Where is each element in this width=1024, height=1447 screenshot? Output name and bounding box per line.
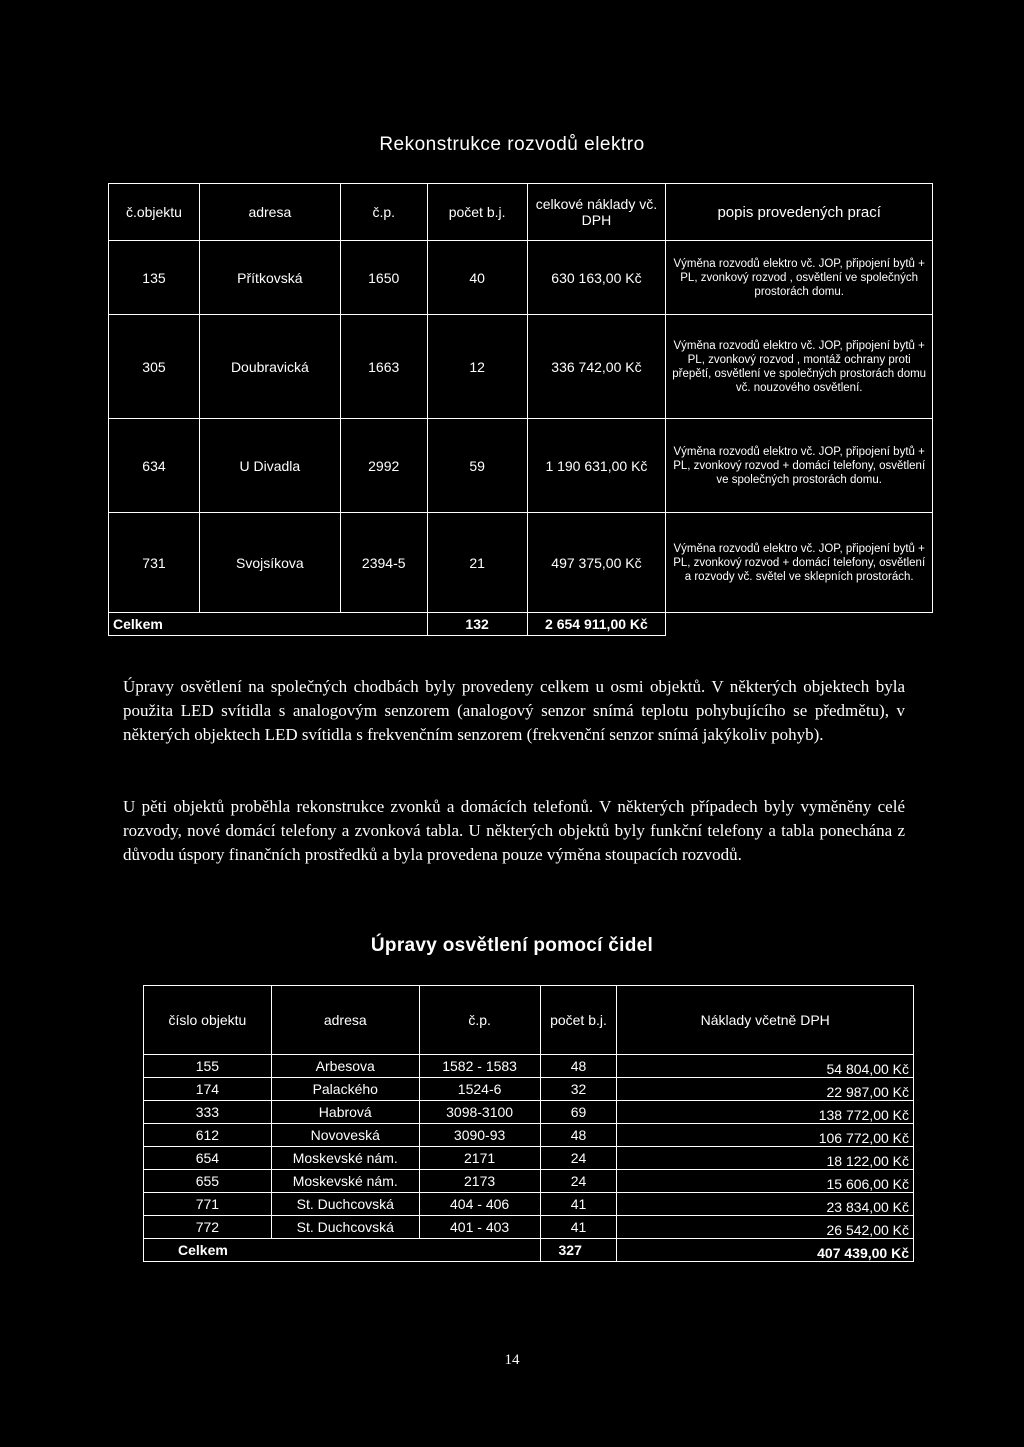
total-units: 132 [427, 613, 527, 636]
paragraph-lighting: Úpravy osvětlení na společných chodbách byly provedeny celkem u osmi objektů. V některých objektech byla použita LED svítidla s analogovým senzorem (analogový senzor snímá teplotu pohybujícího se předmětu), v některých objektech LED svítidla s frekvenčním senzorem (frekvenční senzor snímá jakýkoliv pohyb). [123, 677, 905, 744]
empty-cell [666, 613, 933, 636]
column-header: celkové náklady vč. DPH [527, 184, 666, 241]
column-header: č.p. [419, 986, 540, 1055]
cell-object: 305 [109, 315, 200, 419]
cell-cost: 54 804,00 Kč [617, 1055, 914, 1078]
cell-house-number: 3090-93 [419, 1124, 540, 1147]
total-label: Celkem [109, 613, 428, 636]
sensor-lighting-table [143, 985, 914, 1262]
cell-cost: 336 742,00 Kč [527, 315, 666, 419]
total-row [144, 1239, 914, 1262]
cell-object: 155 [144, 1055, 272, 1078]
cell-address: Palackého [271, 1078, 419, 1101]
cell-house-number: 1663 [340, 315, 427, 419]
cell-cost: 22 987,00 Kč [617, 1078, 914, 1101]
cell-cost: 497 375,00 Kč [527, 513, 666, 613]
cell-cost: 138 772,00 Kč [617, 1101, 914, 1124]
table-row [144, 1170, 914, 1193]
cell-object: 771 [144, 1193, 272, 1216]
cell-object: 731 [109, 513, 200, 613]
cell-house-number: 401 - 403 [419, 1216, 540, 1239]
cell-address: Arbesova [271, 1055, 419, 1078]
table-row [144, 1078, 914, 1101]
cell-object: 634 [109, 419, 200, 513]
cell-units: 48 [540, 1124, 617, 1147]
cell-object: 772 [144, 1216, 272, 1239]
cell-units: 41 [540, 1193, 617, 1216]
table-row [144, 1055, 914, 1078]
cell-units: 12 [427, 315, 527, 419]
cell-object: 655 [144, 1170, 272, 1193]
cell-cost: 106 772,00 Kč [617, 1124, 914, 1147]
total-units: 327 [540, 1239, 617, 1262]
total-cost: 2 654 911,00 Kč [527, 613, 666, 636]
cell-house-number: 1650 [340, 241, 427, 315]
cell-object: 135 [109, 241, 200, 315]
cell-description: Výměna rozvodů elektro vč. JOP, připojení bytů + PL, zvonkový rozvod + domácí telefony, osvětlení a rozvody vč. světel ve sklepních prostorách. [666, 513, 933, 613]
cell-cost: 1 190 631,00 Kč [527, 419, 666, 513]
cell-cost: 18 122,00 Kč [617, 1147, 914, 1170]
column-header: popis provedených prací [666, 184, 933, 241]
cell-address: Moskevské nám. [271, 1170, 419, 1193]
total-label: Celkem [144, 1239, 541, 1262]
cell-units: 59 [427, 419, 527, 513]
cell-object: 333 [144, 1101, 272, 1124]
paragraph-doorbells: U pěti objektů proběhla rekonstrukce zvonků a domácích telefonů. V některých případech byly vyměněny celé rozvody, nové domácí telefony a zvonková tabla. U některých objektů byly funkční telefony a tabla ponechána z důvodu úspory finančních prostředků a byla provedena pouze výměna stoupacích rozvodů. [123, 797, 905, 864]
column-header: adresa [199, 184, 340, 241]
cell-cost: 26 542,00 Kč [617, 1216, 914, 1239]
cell-house-number: 2173 [419, 1170, 540, 1193]
cell-house-number: 2992 [340, 419, 427, 513]
cell-units: 40 [427, 241, 527, 315]
cell-units: 41 [540, 1216, 617, 1239]
table-row [109, 241, 933, 315]
cell-house-number: 404 - 406 [419, 1193, 540, 1216]
column-header: počet b.j. [540, 986, 617, 1055]
cell-address: Přítkovská [199, 241, 340, 315]
cell-cost: 23 834,00 Kč [617, 1193, 914, 1216]
cell-address: Novoveská [271, 1124, 419, 1147]
table-row [109, 513, 933, 613]
cell-units: 48 [540, 1055, 617, 1078]
column-header: počet b.j. [427, 184, 527, 241]
table-row [109, 315, 933, 419]
cell-house-number: 1524-6 [419, 1078, 540, 1101]
column-header: č.objektu [109, 184, 200, 241]
page-number: 14 [504, 1352, 520, 1368]
cell-units: 69 [540, 1101, 617, 1124]
total-row [109, 613, 933, 636]
cell-object: 174 [144, 1078, 272, 1101]
cell-cost: 15 606,00 Kč [617, 1170, 914, 1193]
cell-address: Habrová [271, 1101, 419, 1124]
cell-house-number: 1582 - 1583 [419, 1055, 540, 1078]
cell-address: Doubravická [199, 315, 340, 419]
table-header-row [109, 184, 933, 241]
section-title-electro: Rekonstrukce rozvodů elektro [379, 134, 645, 155]
cell-address: St. Duchcovská [271, 1193, 419, 1216]
table-row [144, 1101, 914, 1124]
column-header: adresa [271, 986, 419, 1055]
table-row [144, 1124, 914, 1147]
column-header: Náklady včetně DPH [617, 986, 914, 1055]
cell-house-number: 3098-3100 [419, 1101, 540, 1124]
cell-house-number: 2394-5 [340, 513, 427, 613]
table-row [109, 419, 933, 513]
table-header-row [144, 986, 914, 1055]
cell-units: 32 [540, 1078, 617, 1101]
cell-address: U Divadla [199, 419, 340, 513]
cell-address: Svojsíkova [199, 513, 340, 613]
table-row [144, 1147, 914, 1170]
cell-cost: 630 163,00 Kč [527, 241, 666, 315]
cell-object: 612 [144, 1124, 272, 1147]
cell-description: Výměna rozvodů elektro vč. JOP, připojení bytů + PL, zvonkový rozvod + domácí telefony, osvětlení ve společných prostorách domu. [666, 419, 933, 513]
column-header: číslo objektu [144, 986, 272, 1055]
total-cost: 407 439,00 Kč [617, 1239, 914, 1262]
table-row [144, 1216, 914, 1239]
cell-object: 654 [144, 1147, 272, 1170]
cell-description: Výměna rozvodů elektro vč. JOP, připojení bytů + PL, zvonkový rozvod , montáž ochrany proti přepětí, osvětlení ve společných prostorách domu vč. nouzového osvětlení. [666, 315, 933, 419]
table-row [144, 1193, 914, 1216]
cell-address: Moskevské nám. [271, 1147, 419, 1170]
cell-units: 21 [427, 513, 527, 613]
cell-units: 24 [540, 1147, 617, 1170]
section-title-sensors: Úpravy osvětlení pomocí čidel [370, 935, 654, 956]
cell-address: St. Duchcovská [271, 1216, 419, 1239]
cell-description: Výměna rozvodů elektro vč. JOP, připojení bytů + PL, zvonkový rozvod , osvětlení ve společných prostorách domu. [666, 241, 933, 315]
column-header: č.p. [340, 184, 427, 241]
cell-house-number: 2171 [419, 1147, 540, 1170]
electro-reconstruction-table [108, 183, 933, 636]
cell-units: 24 [540, 1170, 617, 1193]
